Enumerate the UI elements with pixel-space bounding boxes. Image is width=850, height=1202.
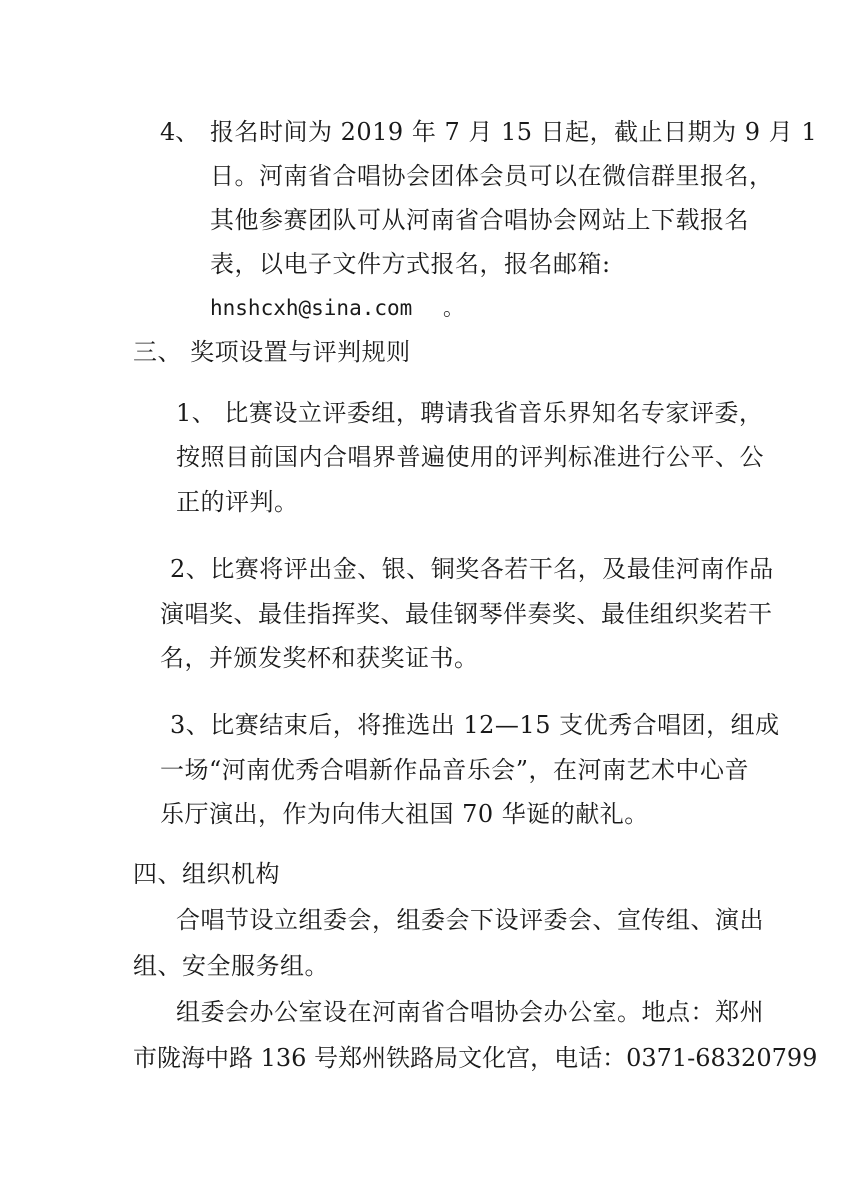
item-4-number: 4、 bbox=[160, 118, 200, 146]
item-2-line-3: 名，并颁发奖杯和获奖证书。 bbox=[160, 644, 479, 672]
item-1-line-1: 1、 比赛设立评委组，聘请我省音乐界知名专家评委， bbox=[176, 399, 764, 427]
item-3-line-3: 乐厅演出，作为向伟大祖国 70 华诞的献礼。 bbox=[160, 800, 649, 828]
email-suffix: 。 bbox=[442, 296, 464, 320]
item-4-line-1: 报名时间为 2019 年 7 月 15 日起，截止日期为 9 月 1 bbox=[210, 118, 818, 146]
section-four-heading: 四、组织机构 bbox=[133, 860, 280, 888]
section-three-heading: 三、 奖项设置与评判规则 bbox=[133, 338, 411, 366]
item-2-line-1: 2、比赛将评出金、银、铜奖各若干名，及最佳河南作品 bbox=[170, 555, 774, 583]
section-four-para-2-line-2: 市陇海中路 136 号郑州铁路局文化宫，电话：0371-68320799 bbox=[133, 1044, 818, 1072]
item-4-line-4: 表，以电子文件方式报名，报名邮箱: bbox=[210, 250, 611, 278]
item-1-line-2: 按照目前国内合唱界普遍使用的评判标准进行公平、公 bbox=[176, 443, 764, 471]
item-2-line-2: 演唱奖、最佳指挥奖、最佳钢琴伴奏奖、最佳组织奖若干 bbox=[160, 600, 773, 628]
item-4-line-3: 其他参赛团队可从河南省合唱协会网站上下载报名 bbox=[210, 206, 749, 234]
item-3-line-1: 3、比赛结束后，将推选出 12—15 支优秀合唱团，组成 bbox=[170, 711, 780, 739]
item-3-line-2: 一场“河南优秀合唱新作品音乐会”，在河南艺术中心音 bbox=[160, 756, 750, 784]
item-4-email bbox=[210, 292, 464, 324]
item-4-line-2: 日。河南省合唱协会团体会员可以在微信群里报名， bbox=[210, 162, 774, 190]
item-1-line-3: 正的评判。 bbox=[176, 488, 299, 516]
email-address: hnshcxh@sina.com bbox=[210, 296, 413, 320]
section-four-para-1-line-2: 组、安全服务组。 bbox=[133, 952, 329, 980]
section-four-para-2-line-1: 组委会办公室设在河南省合唱协会办公室。地点：郑州 bbox=[176, 998, 764, 1026]
section-four-para-1-line-1: 合唱节设立组委会，组委会下设评委会、宣传组、演出 bbox=[176, 906, 764, 934]
